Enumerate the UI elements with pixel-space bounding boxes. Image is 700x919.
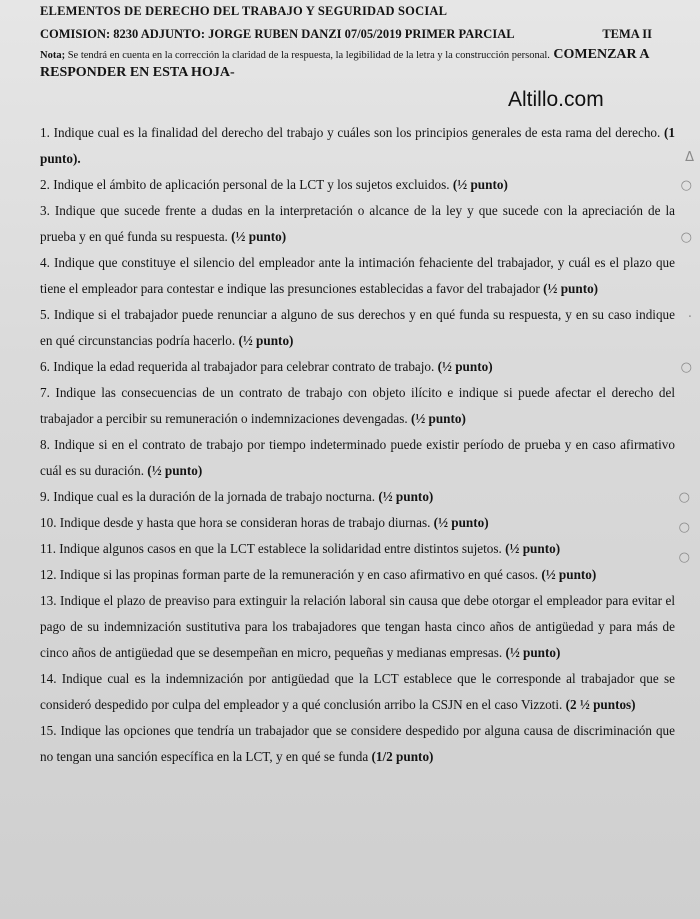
- question-points: (½ punto): [505, 645, 561, 660]
- exam-header: [40, 4, 670, 82]
- margin-annotations: [670, 150, 700, 600]
- question-item: [40, 718, 675, 770]
- margin-mark: ·: [687, 310, 692, 325]
- question-text: 8. Indique si en el contrato de trabajo por tiempo indeterminado puede existir período de prueba y en caso afirmativo cuál es su duración.: [40, 437, 675, 478]
- question-item: [40, 302, 675, 354]
- question-item: [40, 250, 675, 302]
- question-text: 10. Indique desde y hasta que hora se consideran horas de trabajo diurnas.: [40, 515, 431, 530]
- question-text: 5. Indique si el trabajador puede renunciar a alguno de sus derechos y en qué funda su respuesta, y en su caso indique en qué circunstancias podría hacerlo.: [40, 307, 675, 348]
- question-text: 14. Indique cual es la indemnización por antigüedad que la LCT establece que le corresponde al trabajador que se consideró despedido por culpa del empleador y a qué conclusión arribo la CSJN en el caso Vizzoti.: [40, 671, 675, 712]
- question-item: [40, 666, 675, 718]
- question-item: [40, 172, 675, 198]
- question-item: [40, 432, 675, 484]
- margin-mark: ○: [678, 550, 690, 565]
- question-points: (½ punto): [437, 359, 493, 374]
- watermark-text: Altillo.com: [508, 88, 604, 111]
- question-text: 1. Indique cual es la finalidad del derecho del trabajo y cuáles son los principios generales de esta rama del derecho.: [40, 125, 661, 140]
- instructions-note: [40, 46, 670, 82]
- question-text: 11. Indique algunos casos en que la LCT establece la solidaridad entre distintos sujetos.: [40, 541, 502, 556]
- questions-list: [40, 120, 675, 770]
- question-points: (½ punto): [452, 177, 508, 192]
- margin-mark: ○: [680, 178, 692, 193]
- question-text: 15. Indique las opciones que tendría un trabajador que se considere despedido por alguna causa de discriminación que no tengan una sanción específica en la LCT, y en qué se funda: [40, 723, 675, 764]
- question-text: 12. Indique si las propinas forman parte de la remuneración y en caso afirmativo en qué casos.: [40, 567, 539, 582]
- question-text: 13. Indique el plazo de preaviso para extinguir la relación laboral sin causa que debe otorgar el empleador para evitar el pago de su indemnización sustitutiva para los trabajadores que tengan hasta cinco años de antigüedad y para más de cinco años de antigüedad que se desempeñan en micro, pequeñas y medianas empresas.: [40, 593, 675, 660]
- question-text: 6. Indique la edad requerida al trabajador para celebrar contrato de trabajo.: [40, 359, 435, 374]
- margin-mark: Δ: [685, 150, 694, 165]
- question-points: (½ punto): [378, 489, 434, 504]
- question-text: 4. Indique que constituye el silencio del empleador ante la intimación fehaciente del trabajador, y cuál es el plazo que tiene el empleador para contestar e indique las presunciones establecidas a favor del trabajador: [40, 255, 675, 296]
- question-text: 7. Indique las consecuencias de un contrato de trabajo con objeto ilícito e indique si puede afectar el derecho del trabajador a percibir su remuneración o indemnizaciones devengadas.: [40, 385, 675, 426]
- question-item: [40, 198, 675, 250]
- question-item: [40, 536, 675, 562]
- question-text: 2. Indique el ámbito de aplicación personal de la LCT y los sujetos excluidos.: [40, 177, 450, 192]
- question-points: (½ punto): [231, 229, 287, 244]
- note-text: Se tendrá en cuenta en la corrección la claridad de la respuesta, la legibilidad de la letra y la construcción personal.: [65, 50, 550, 61]
- tema-label: TEMA II: [602, 27, 652, 41]
- course-title: ELEMENTOS DE DERECHO DEL TRABAJO Y SEGURIDAD SOCIAL: [40, 4, 448, 18]
- question-points: (2 ½ puntos): [565, 697, 636, 712]
- question-points: (1 punto).: [40, 125, 676, 166]
- question-points: (1/2 punto): [371, 749, 434, 764]
- question-points: (½ punto): [238, 333, 294, 348]
- question-item: [40, 562, 675, 588]
- start-instruction: COMENZAR A RESPONDER EN ESTA HOJA-: [40, 47, 649, 80]
- question-points: (½ punto): [543, 281, 599, 296]
- question-item: [40, 380, 675, 432]
- margin-mark: ○: [680, 360, 692, 375]
- exam-info-line: [40, 27, 670, 42]
- question-item: [40, 510, 675, 536]
- question-item: [40, 354, 675, 380]
- question-points: (½ punto): [410, 411, 466, 426]
- question-points: (½ punto): [433, 515, 489, 530]
- question-points: (½ punto): [541, 567, 597, 582]
- question-text: 9. Indique cual es la duración de la jornada de trabajo nocturna.: [40, 489, 376, 504]
- question-points: (½ punto): [505, 541, 561, 556]
- comision-info: COMISION: 8230 ADJUNTO: JORGE RUBEN DANZI 07/05/2019 PRIMER PARCIAL: [40, 27, 515, 41]
- question-item: [40, 588, 675, 666]
- margin-mark: ○: [678, 490, 690, 505]
- margin-mark: ○: [680, 230, 692, 245]
- question-points: (½ punto): [147, 463, 203, 478]
- question-item: [40, 120, 675, 172]
- note-label: Nota;: [40, 50, 66, 61]
- question-text: 3. Indique que sucede frente a dudas en la interpretación o alcance de la ley y que sucede con la apreciación de la prueba y en qué funda su respuesta.: [40, 203, 675, 244]
- question-item: [40, 484, 675, 510]
- margin-mark: ○: [678, 520, 690, 535]
